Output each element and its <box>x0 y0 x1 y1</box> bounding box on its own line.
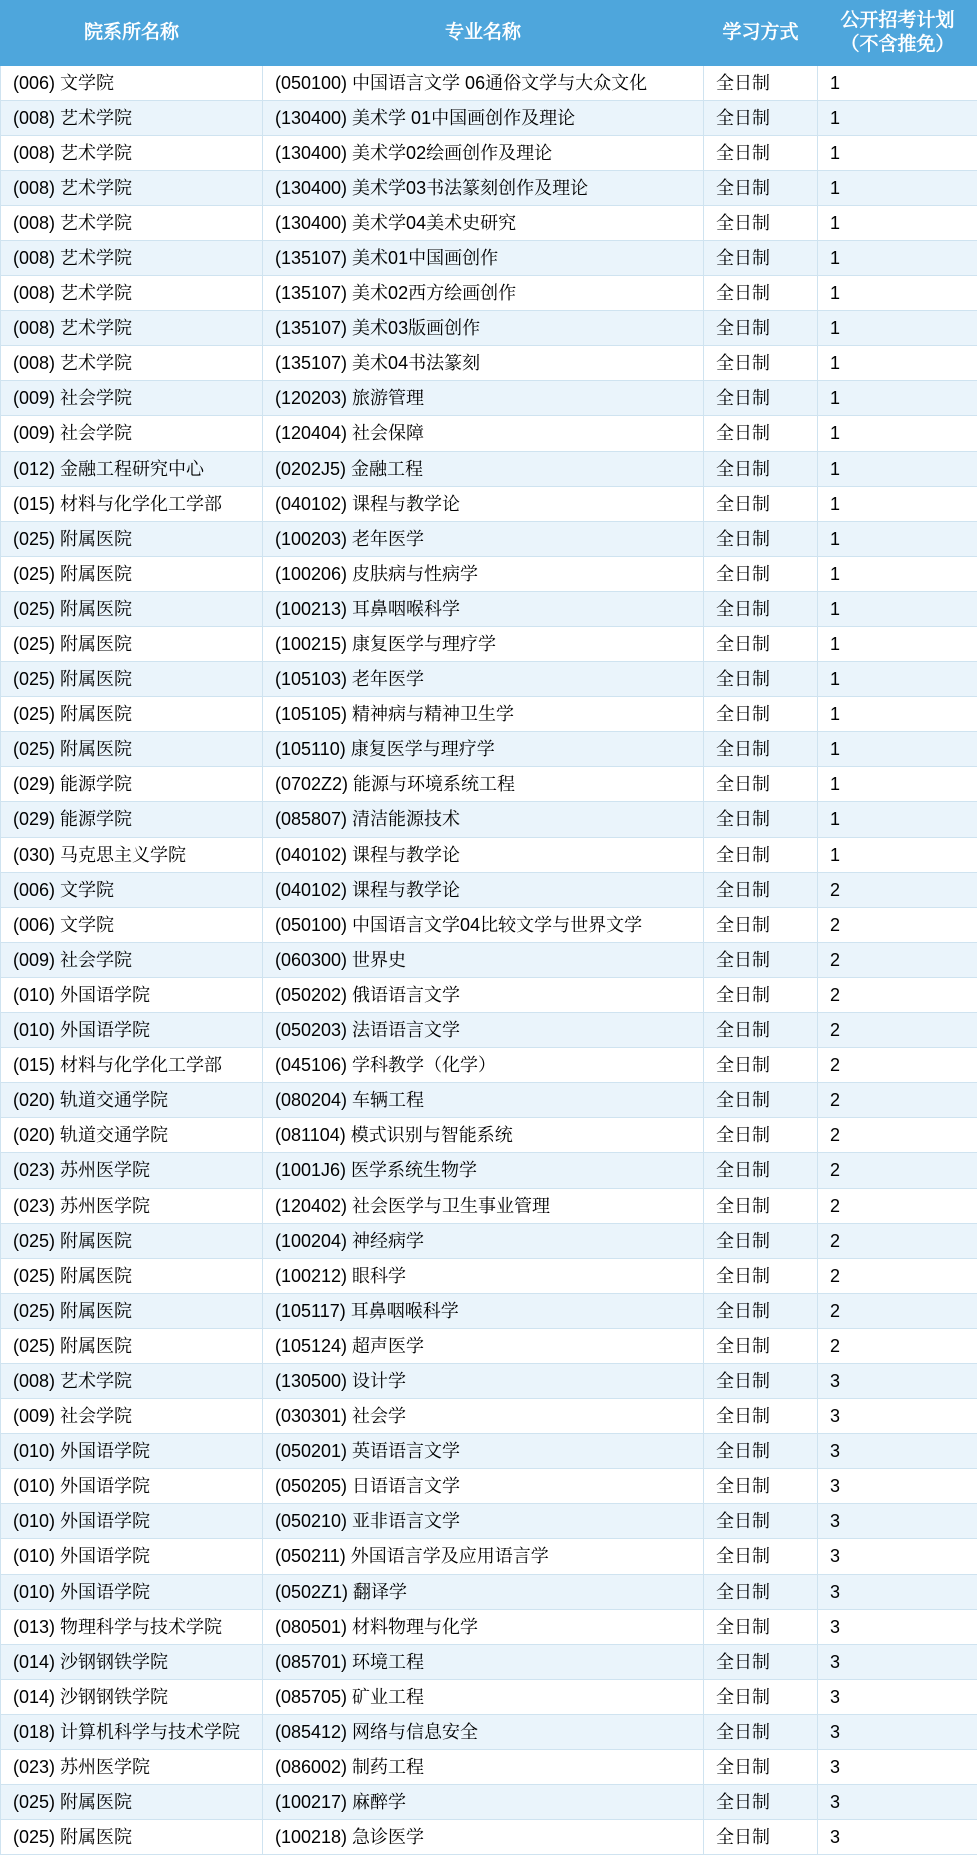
cell-quota: 3 <box>818 1609 977 1644</box>
header-row <box>1 1 977 66</box>
cell-major: (105103) 老年医学 <box>263 662 704 697</box>
table-row <box>1 521 977 556</box>
cell-department: (009) 社会学院 <box>1 1399 263 1434</box>
table-row <box>1 381 977 416</box>
cell-quota: 3 <box>818 1504 977 1539</box>
cell-study-mode: 全日制 <box>704 837 818 872</box>
cell-quota: 1 <box>818 416 977 451</box>
table-row <box>1 416 977 451</box>
cell-quota: 2 <box>818 1118 977 1153</box>
table-row <box>1 486 977 521</box>
cell-department: (008) 艺术学院 <box>1 1363 263 1398</box>
cell-study-mode: 全日制 <box>704 907 818 942</box>
cell-department: (008) 艺术学院 <box>1 135 263 170</box>
cell-major: (050210) 亚非语言文学 <box>263 1504 704 1539</box>
cell-study-mode: 全日制 <box>704 65 818 100</box>
table-header <box>1 1 977 66</box>
cell-department: (009) 社会学院 <box>1 416 263 451</box>
table-row <box>1 1293 977 1328</box>
cell-study-mode: 全日制 <box>704 942 818 977</box>
table-row <box>1 1750 977 1785</box>
cell-major: (1001J6) 医学系统生物学 <box>263 1153 704 1188</box>
cell-quota: 3 <box>818 1399 977 1434</box>
cell-major: (130400) 美术学04美术史研究 <box>263 205 704 240</box>
cell-study-mode: 全日制 <box>704 1188 818 1223</box>
cell-quota: 2 <box>818 1223 977 1258</box>
cell-major: (050201) 英语语言文学 <box>263 1434 704 1469</box>
cell-study-mode: 全日制 <box>704 521 818 556</box>
cell-study-mode: 全日制 <box>704 802 818 837</box>
cell-quota: 1 <box>818 627 977 662</box>
cell-department: (025) 附属医院 <box>1 697 263 732</box>
table-row <box>1 1188 977 1223</box>
cell-major: (060300) 世界史 <box>263 942 704 977</box>
cell-quota: 1 <box>818 240 977 275</box>
cell-major: (030301) 社会学 <box>263 1399 704 1434</box>
table-row <box>1 1574 977 1609</box>
cell-department: (025) 附属医院 <box>1 662 263 697</box>
table-row <box>1 1153 977 1188</box>
cell-quota: 2 <box>818 1083 977 1118</box>
cell-study-mode: 全日制 <box>704 1714 818 1749</box>
cell-study-mode: 全日制 <box>704 1048 818 1083</box>
cell-major: (100213) 耳鼻咽喉科学 <box>263 591 704 626</box>
cell-major: (080204) 车辆工程 <box>263 1083 704 1118</box>
cell-quota: 3 <box>818 1363 977 1398</box>
table-row <box>1 1785 977 1820</box>
cell-major: (105124) 超声医学 <box>263 1328 704 1363</box>
cell-study-mode: 全日制 <box>704 346 818 381</box>
cell-department: (008) 艺术学院 <box>1 100 263 135</box>
cell-major: (085807) 清洁能源技术 <box>263 802 704 837</box>
table-row <box>1 1118 977 1153</box>
cell-quota: 2 <box>818 907 977 942</box>
cell-major: (130400) 美术学03书法篆刻创作及理论 <box>263 170 704 205</box>
cell-study-mode: 全日制 <box>704 1574 818 1609</box>
cell-study-mode: 全日制 <box>704 977 818 1012</box>
cell-study-mode: 全日制 <box>704 697 818 732</box>
cell-quota: 1 <box>818 135 977 170</box>
table-row <box>1 276 977 311</box>
cell-major: (105110) 康复医学与理疗学 <box>263 732 704 767</box>
cell-major: (085701) 环境工程 <box>263 1644 704 1679</box>
cell-department: (023) 苏州医学院 <box>1 1750 263 1785</box>
cell-quota: 2 <box>818 1188 977 1223</box>
cell-study-mode: 全日制 <box>704 556 818 591</box>
cell-department: (025) 附属医院 <box>1 1328 263 1363</box>
cell-department: (020) 轨道交通学院 <box>1 1118 263 1153</box>
cell-study-mode: 全日制 <box>704 627 818 662</box>
cell-major: (085705) 矿业工程 <box>263 1679 704 1714</box>
table-row <box>1 170 977 205</box>
cell-department: (018) 计算机科学与技术学院 <box>1 1714 263 1749</box>
table-row <box>1 1223 977 1258</box>
cell-study-mode: 全日制 <box>704 1434 818 1469</box>
cell-study-mode: 全日制 <box>704 1293 818 1328</box>
cell-department: (023) 苏州医学院 <box>1 1153 263 1188</box>
cell-study-mode: 全日制 <box>704 100 818 135</box>
cell-department: (009) 社会学院 <box>1 942 263 977</box>
table-row <box>1 591 977 626</box>
cell-major: (130400) 美术学 01中国画创作及理论 <box>263 100 704 135</box>
cell-quota: 1 <box>818 486 977 521</box>
cell-major: (050202) 俄语语言文学 <box>263 977 704 1012</box>
cell-quota: 2 <box>818 1048 977 1083</box>
cell-department: (025) 附属医院 <box>1 1820 263 1855</box>
table-row <box>1 627 977 662</box>
header-study-mode: 学习方式 <box>704 1 818 66</box>
cell-major: (100218) 急诊医学 <box>263 1820 704 1855</box>
cell-quota: 1 <box>818 276 977 311</box>
cell-quota: 1 <box>818 591 977 626</box>
cell-department: (010) 外国语学院 <box>1 1469 263 1504</box>
cell-quota: 1 <box>818 346 977 381</box>
cell-department: (008) 艺术学院 <box>1 276 263 311</box>
cell-quota: 2 <box>818 977 977 1012</box>
cell-department: (025) 附属医院 <box>1 732 263 767</box>
table-row <box>1 1013 977 1048</box>
cell-major: (100217) 麻醉学 <box>263 1785 704 1820</box>
table-row <box>1 767 977 802</box>
cell-department: (014) 沙钢钢铁学院 <box>1 1679 263 1714</box>
cell-study-mode: 全日制 <box>704 1539 818 1574</box>
table-row <box>1 907 977 942</box>
cell-department: (013) 物理科学与技术学院 <box>1 1609 263 1644</box>
table-row <box>1 1363 977 1398</box>
cell-major: (135107) 美术04书法篆刻 <box>263 346 704 381</box>
cell-major: (135107) 美术03版画创作 <box>263 311 704 346</box>
cell-department: (008) 艺术学院 <box>1 205 263 240</box>
cell-department: (008) 艺术学院 <box>1 170 263 205</box>
table-row <box>1 135 977 170</box>
cell-study-mode: 全日制 <box>704 1785 818 1820</box>
cell-major: (085412) 网络与信息安全 <box>263 1714 704 1749</box>
cell-study-mode: 全日制 <box>704 205 818 240</box>
header-quota-line1: 公开招考计划 <box>840 10 954 31</box>
cell-quota: 1 <box>818 311 977 346</box>
cell-quota: 1 <box>818 381 977 416</box>
cell-department: (006) 文学院 <box>1 872 263 907</box>
cell-department: (008) 艺术学院 <box>1 346 263 381</box>
cell-major: (045106) 学科教学（化学） <box>263 1048 704 1083</box>
table-row <box>1 1644 977 1679</box>
header-major: 专业名称 <box>263 1 704 66</box>
cell-major: (050203) 法语语言文学 <box>263 1013 704 1048</box>
cell-study-mode: 全日制 <box>704 1118 818 1153</box>
cell-quota: 1 <box>818 767 977 802</box>
cell-department: (029) 能源学院 <box>1 767 263 802</box>
cell-study-mode: 全日制 <box>704 1679 818 1714</box>
cell-quota: 1 <box>818 170 977 205</box>
cell-quota: 2 <box>818 1328 977 1363</box>
cell-major: (080501) 材料物理与化学 <box>263 1609 704 1644</box>
cell-department: (012) 金融工程研究中心 <box>1 451 263 486</box>
table-row <box>1 942 977 977</box>
table-row <box>1 697 977 732</box>
table-row <box>1 346 977 381</box>
table-row <box>1 1434 977 1469</box>
cell-quota: 1 <box>818 65 977 100</box>
cell-major: (050205) 日语语言文学 <box>263 1469 704 1504</box>
table-row <box>1 1609 977 1644</box>
table-row <box>1 837 977 872</box>
cell-study-mode: 全日制 <box>704 732 818 767</box>
cell-quota: 1 <box>818 802 977 837</box>
cell-study-mode: 全日制 <box>704 662 818 697</box>
cell-quota: 3 <box>818 1820 977 1855</box>
cell-study-mode: 全日制 <box>704 1609 818 1644</box>
cell-major: (0702Z2) 能源与环境系统工程 <box>263 767 704 802</box>
cell-major: (040102) 课程与教学论 <box>263 837 704 872</box>
cell-study-mode: 全日制 <box>704 1820 818 1855</box>
table-row <box>1 65 977 100</box>
cell-major: (050211) 外国语言学及应用语言学 <box>263 1539 704 1574</box>
cell-study-mode: 全日制 <box>704 1469 818 1504</box>
cell-quota: 3 <box>818 1434 977 1469</box>
table-row <box>1 977 977 1012</box>
table-row <box>1 240 977 275</box>
header-quota-line2: （不含推免） <box>822 33 973 57</box>
cell-quota: 3 <box>818 1539 977 1574</box>
cell-quota: 2 <box>818 872 977 907</box>
cell-department: (020) 轨道交通学院 <box>1 1083 263 1118</box>
cell-department: (025) 附属医院 <box>1 1223 263 1258</box>
cell-department: (009) 社会学院 <box>1 381 263 416</box>
table-row <box>1 802 977 837</box>
cell-major: (050100) 中国语言文学 06通俗文学与大众文化 <box>263 65 704 100</box>
cell-study-mode: 全日制 <box>704 135 818 170</box>
cell-department: (029) 能源学院 <box>1 802 263 837</box>
cell-major: (120402) 社会医学与卫生事业管理 <box>263 1188 704 1223</box>
cell-major: (0202J5) 金融工程 <box>263 451 704 486</box>
cell-department: (023) 苏州医学院 <box>1 1188 263 1223</box>
cell-department: (015) 材料与化学化工学部 <box>1 486 263 521</box>
cell-department: (025) 附属医院 <box>1 591 263 626</box>
cell-study-mode: 全日制 <box>704 276 818 311</box>
cell-study-mode: 全日制 <box>704 872 818 907</box>
cell-department: (014) 沙钢钢铁学院 <box>1 1644 263 1679</box>
cell-quota: 2 <box>818 1153 977 1188</box>
cell-study-mode: 全日制 <box>704 240 818 275</box>
cell-department: (010) 外国语学院 <box>1 1574 263 1609</box>
table-body <box>1 65 977 1855</box>
cell-department: (006) 文学院 <box>1 65 263 100</box>
cell-department: (008) 艺术学院 <box>1 240 263 275</box>
cell-quota: 2 <box>818 1293 977 1328</box>
cell-major: (100215) 康复医学与理疗学 <box>263 627 704 662</box>
cell-quota: 3 <box>818 1679 977 1714</box>
cell-study-mode: 全日制 <box>704 170 818 205</box>
cell-quota: 1 <box>818 451 977 486</box>
cell-quota: 2 <box>818 942 977 977</box>
cell-quota: 1 <box>818 837 977 872</box>
cell-major: (100204) 神经病学 <box>263 1223 704 1258</box>
cell-major: (105117) 耳鼻咽喉科学 <box>263 1293 704 1328</box>
cell-department: (008) 艺术学院 <box>1 311 263 346</box>
cell-major: (130400) 美术学02绘画创作及理论 <box>263 135 704 170</box>
table-row <box>1 1820 977 1855</box>
cell-quota: 3 <box>818 1750 977 1785</box>
table-row <box>1 556 977 591</box>
cell-study-mode: 全日制 <box>704 381 818 416</box>
cell-department: (015) 材料与化学化工学部 <box>1 1048 263 1083</box>
cell-department: (006) 文学院 <box>1 907 263 942</box>
cell-quota: 2 <box>818 1258 977 1293</box>
table-row <box>1 1539 977 1574</box>
table-row <box>1 1679 977 1714</box>
cell-major: (086002) 制药工程 <box>263 1750 704 1785</box>
cell-study-mode: 全日制 <box>704 1750 818 1785</box>
cell-department: (025) 附属医院 <box>1 1293 263 1328</box>
cell-quota: 3 <box>818 1785 977 1820</box>
cell-department: (030) 马克思主义学院 <box>1 837 263 872</box>
table-row <box>1 1714 977 1749</box>
cell-study-mode: 全日制 <box>704 1153 818 1188</box>
cell-quota: 3 <box>818 1574 977 1609</box>
cell-department: (010) 外国语学院 <box>1 1504 263 1539</box>
cell-department: (025) 附属医院 <box>1 556 263 591</box>
cell-major: (040102) 课程与教学论 <box>263 486 704 521</box>
cell-study-mode: 全日制 <box>704 416 818 451</box>
cell-quota: 1 <box>818 100 977 135</box>
cell-study-mode: 全日制 <box>704 1399 818 1434</box>
cell-major: (0502Z1) 翻译学 <box>263 1574 704 1609</box>
cell-major: (040102) 课程与教学论 <box>263 872 704 907</box>
cell-study-mode: 全日制 <box>704 486 818 521</box>
cell-major: (105105) 精神病与精神卫生学 <box>263 697 704 732</box>
cell-major: (050100) 中国语言文学04比较文学与世界文学 <box>263 907 704 942</box>
cell-study-mode: 全日制 <box>704 1083 818 1118</box>
cell-quota: 2 <box>818 1013 977 1048</box>
cell-study-mode: 全日制 <box>704 1223 818 1258</box>
cell-department: (010) 外国语学院 <box>1 1013 263 1048</box>
cell-department: (025) 附属医院 <box>1 1785 263 1820</box>
cell-quota: 3 <box>818 1469 977 1504</box>
table-row <box>1 732 977 767</box>
cell-quota: 1 <box>818 556 977 591</box>
cell-major: (135107) 美术01中国画创作 <box>263 240 704 275</box>
cell-department: (010) 外国语学院 <box>1 977 263 1012</box>
cell-study-mode: 全日制 <box>704 311 818 346</box>
table-row <box>1 311 977 346</box>
cell-major: (130500) 设计学 <box>263 1363 704 1398</box>
cell-study-mode: 全日制 <box>704 767 818 802</box>
cell-department: (025) 附属医院 <box>1 1258 263 1293</box>
cell-quota: 1 <box>818 521 977 556</box>
table-row <box>1 872 977 907</box>
cell-major: (100212) 眼科学 <box>263 1258 704 1293</box>
cell-major: (120404) 社会保障 <box>263 416 704 451</box>
cell-quota: 1 <box>818 697 977 732</box>
cell-study-mode: 全日制 <box>704 451 818 486</box>
table-row <box>1 100 977 135</box>
table-row <box>1 1258 977 1293</box>
cell-major: (120203) 旅游管理 <box>263 381 704 416</box>
table-row <box>1 1504 977 1539</box>
header-department: 院系所名称 <box>1 1 263 66</box>
cell-department: (025) 附属医院 <box>1 627 263 662</box>
cell-major: (100206) 皮肤病与性病学 <box>263 556 704 591</box>
cell-study-mode: 全日制 <box>704 1013 818 1048</box>
table-row <box>1 1399 977 1434</box>
cell-study-mode: 全日制 <box>704 1363 818 1398</box>
cell-quota: 1 <box>818 205 977 240</box>
cell-study-mode: 全日制 <box>704 591 818 626</box>
cell-major: (135107) 美术02西方绘画创作 <box>263 276 704 311</box>
cell-quota: 3 <box>818 1644 977 1679</box>
cell-major: (100203) 老年医学 <box>263 521 704 556</box>
table-row <box>1 1048 977 1083</box>
table-row <box>1 1083 977 1118</box>
cell-quota: 1 <box>818 662 977 697</box>
header-quota <box>818 1 977 66</box>
table-row <box>1 1469 977 1504</box>
cell-department: (010) 外国语学院 <box>1 1434 263 1469</box>
cell-study-mode: 全日制 <box>704 1644 818 1679</box>
cell-department: (010) 外国语学院 <box>1 1539 263 1574</box>
cell-study-mode: 全日制 <box>704 1504 818 1539</box>
table-row <box>1 205 977 240</box>
table-row <box>1 662 977 697</box>
cell-quota: 1 <box>818 732 977 767</box>
cell-study-mode: 全日制 <box>704 1328 818 1363</box>
table-row <box>1 1328 977 1363</box>
cell-department: (025) 附属医院 <box>1 521 263 556</box>
cell-quota: 3 <box>818 1714 977 1749</box>
cell-major: (081104) 模式识别与智能系统 <box>263 1118 704 1153</box>
table-row <box>1 451 977 486</box>
cell-study-mode: 全日制 <box>704 1258 818 1293</box>
